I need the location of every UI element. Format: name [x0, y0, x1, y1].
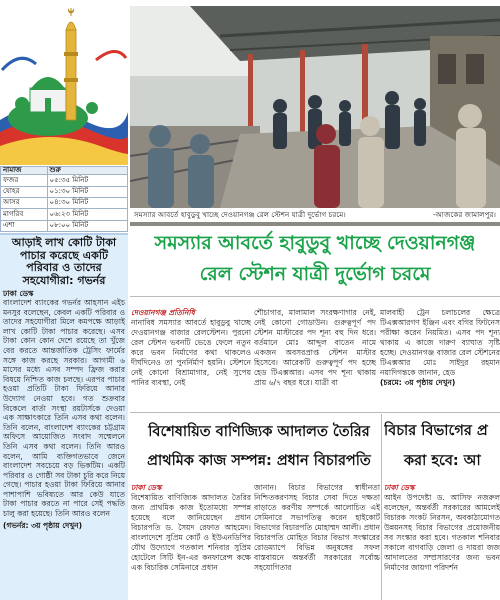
prayer-time: ০৮:০০ মিনিট	[47, 220, 127, 231]
left-story-body: বাংলাদেশ ব্যাংকের গভর্নর আহসান এইচ মনসুর বলেছেন, কেবল একটি পরিবার ও তাদের সহযোগীরা মিলে কমপক্ষে আড়াই লাখ কোটি টাকা পাচার করেছে। এসব টাকা কোন কোন দেশে রয়েছে তা খুঁজে বের করতে আন্তর্জাতিক ট্রেসিং ফার্মের সঙ্গে কাজ করছে সরকার। আগামী ৬ মাসের মধ্যে এসব সম্পদ ফ্রিজ করার বিষয়ে নিশ্চিত কাজ চলছে। এরপর পাচার হওয়া প্রতিটি টাকা ফিরিয়ে আনার উদ্যোগ নেওয়া হবে। গত শুক্রবার বিকেলে বার্তা সংস্থা রয়টার্সকে দেওয়া এক সাক্ষাৎকারে তিনি এসব কথা বলেন। তিনি বলেন, বাংলাদেশ ব্যাংকের চট্টগ্রাম অফিসে আয়োজিত সংবাদ সম্মেলনে তিনি এসব কথা বলেন। তিনি আরও বলেন, আমি ব্যক্তিগতভাবে জেনে বাংলাদেশ সবচেয়ে বড় ভিকটিম। একটি পরিবার ও গোষ্ঠী সব টাকা চুরি করে নিয়ে গেছে। পাচার হওয়া টাকা ফিরিয়ে আনার পাশাপাশি ভবিষ্যতে আর কেউ যাতে টাকা পাচার করতে না পারে সেই পদ্ধতি চালু করা হয়েছে। তিনি আরও বলেন	[3, 298, 125, 519]
station-photo	[130, 6, 500, 226]
photo-caption-text: সমস্যার আবর্তে হাবুডুবু খাচ্ছে দেওয়ানগঞ্জ রেল স্টেশন যাত্রী দুর্ভোগ চরমে।	[134, 210, 346, 219]
mosque-prayer-art	[0, 0, 128, 165]
story3-headline[interactable]	[384, 416, 500, 478]
lead-continued-link[interactable]: (চরমে: ৩য় পৃষ্ঠায় দেখুন)	[380, 378, 456, 387]
photo-credit: -আজকের জামালপুর।	[433, 210, 496, 219]
story2-desk: ঢাকা ডেস্ক	[131, 483, 162, 492]
story3-headline-line-1: বিচার বিভাগের প্র	[384, 423, 488, 439]
lead-column-2: শৌচাগার, মালামাল সংরক্ষণাগার নেই, নেই কোনো গোডাউন। গুরুত্বপূর্ণ পদ স্টেশন মাস্টারের পদ শূন্য বহু দিন ধরে। বর্তমানে মোঃ আব্দুল বাতেন নামে একজন অবসরপ্রাপ্ত স্টেশন মাস্টার হিসেবে। আরেকটি গুরুত্বপূর্ণ পদ হচ্ছে হেড টিএক্সআর। এসব পদ শূন্য থাকায় প্রায় ৬/৭ বছর ধরে। যাত্রী বা	[254, 308, 376, 387]
story2-column-2: জানান। বিচার বিভাগের স্বাধীনতা নিশ্চিতকরণসহ বিচার সেবা দিতে দক্ষতা বাড়াতে করণীয় সম্পর্কে আলোচিত এই সেমিনারে সভাপতিত্ব করেন হাইকোর্ট বিভাগের বিচারপতি মোহাম্মদ আলী। প্রধান বিচারপতি মোহিত বিচার বিভাগ সংস্কারের রোডম্যাপে বিভিন্ন অনুষঙ্গের সফল বাস্তবায়নে অন্তর্বর্তী সরকারের সর্বোচ্চ সহযোগিতার	[254, 483, 380, 572]
prayer-row	[1, 209, 128, 220]
left-story-desk: ঢাকা ডেস্ক	[3, 289, 34, 298]
story3-column	[384, 483, 500, 600]
lead-headline-line-2[interactable]: রেল স্টেশন যাত্রী দুর্ভোগ চরমে	[199, 263, 431, 285]
story3-headline-line-2: করা হবে: আ	[404, 453, 481, 469]
story2-headline[interactable]	[134, 418, 384, 478]
prayer-times-table	[0, 166, 128, 232]
prayer-name: এশা	[1, 220, 48, 231]
prayer-row	[1, 198, 128, 209]
story-divider	[130, 412, 500, 413]
mosque-illustration	[0, 0, 128, 165]
lead-column-3	[380, 308, 500, 410]
lead-headline-line-1[interactable]: সমস্যার আবর্তে হাবুডুবু খাচ্ছে দেওয়ানগঞ্জ	[154, 232, 476, 254]
prayer-row	[1, 186, 128, 197]
story2-headline-line-2: প্রাথমিক কাজ সম্পন্ন: প্রধান বিচারপতি	[147, 453, 371, 469]
story2-headline-line-1: বিশেষায়িত বাণিজ্যিক আদালত তৈরির	[148, 424, 370, 440]
prayer-header-name: নামাজ	[1, 167, 48, 175]
prayer-time: ০৬:২৩ মিনিট	[47, 209, 127, 220]
lead-column-3-text: মালবাহী ট্রেন চলাচলের ক্ষেত্রে টিএক্সআরগণ ইঞ্জিন এবং বগির ফিটনেস পরীক্ষা করেন নিয়মিত। এসব পদ শূন্য থাকায় এ কাজে দারুণ ব্যাঘাত সৃষ্টি হচ্ছে। দেওয়ানগঞ্জ বাজার রেল স্টেশনের টিএক্সআর মোঃ সাইদুর রহমান নয়াদিগন্তকে জানান, হেড	[380, 308, 500, 377]
prayer-row	[1, 175, 128, 186]
lead-column-1-text: নানাবিধ সমস্যার আবর্তে হাবুডুবু খাচ্ছে দেওয়ানগঞ্জ বাজার রেলস্টেশন। পুরনো রেল স্টেশন ভবনটি ভেঙে ফেলে নতুন করে ভবন নির্মাণের কথা থাকলেও দীর্ঘদিনেও তা পুনর্নির্মাণ হয়নি। স্টেশনে নেই কোনো বিশ্রামাগার, নেই সুপেয় পানির ব্যবস্থা, নেই	[131, 318, 251, 387]
story3-body: আইন উপদেষ্টা ড. আসিফ নজরুল বলেছেন, অন্তর্বর্তী সরকারের আমলেই বিচারক সংকট নিরসন, অবকাঠামোগত উন্নয়নসহ বিচার বিভাগের প্রয়োজনীয় সব সংস্কার করা হবে। গতকাল শনিবার সকালে বাগবাড়ি জেলা ও দায়রা জজ আদালতের সম্প্রসারণের জন্য ভবন নির্মাণের জায়গা পরিদর্শন	[384, 493, 500, 572]
railway-platform-image	[130, 6, 500, 208]
prayer-time: ০৪:৩০ মিনিট	[47, 198, 127, 209]
prayer-table-header	[1, 167, 128, 175]
prayer-time: ০১:৩০ মিনিট	[47, 186, 127, 197]
prayer-header-time: শুরু	[47, 167, 127, 175]
left-story	[0, 233, 128, 600]
prayer-time: ০৫:৩৫ মিনিট	[47, 175, 127, 186]
lead-byline: দেওয়ানগঞ্জ প্রতিনিধি	[131, 308, 195, 317]
prayer-name: আসর	[1, 198, 48, 209]
story2-column-1-text: বিশেষায়িত বাণিজ্যিক আদালত তৈরির জন্য প্রাথমিক কাজ ইতোমধ্যে সম্পন্ন হয়েছে বলে জানিয়েছেন প্রধান বিচারপতি ড. সৈয়দ রেফাত আহমেদ। বাংলাদেশে সুপ্রিম কোর্ট ও ইউএনডিপির যৌথ উদ্যোগে গতকাল শনিবার সুপ্রিম হোটেলে সিটি ইন-এর কনফারেন্স কক্ষে এক বিচারিক সেমিনারে প্রধান	[131, 493, 251, 572]
photo-caption	[130, 208, 500, 222]
prayer-name: মাগরিব	[1, 209, 48, 220]
left-story-headline[interactable]: আড়াই লাখ কোটি টাকা পাচার করেছে একটি পরিবার ও তাদের সহযোগীরা: গভর্নর	[11, 236, 117, 287]
left-story-continued-link[interactable]: (গভর্নর: ৩য় পৃষ্ঠায় দেখুন)	[3, 520, 83, 530]
story2-column-1	[131, 483, 251, 600]
lead-divider	[130, 296, 500, 297]
story3-desk: ঢাকা ডেস্ক	[384, 483, 415, 492]
lead-column-1	[131, 308, 251, 410]
prayer-name: যোহর	[1, 186, 48, 197]
prayer-row	[1, 220, 128, 231]
prayer-name: ফজর	[1, 175, 48, 186]
